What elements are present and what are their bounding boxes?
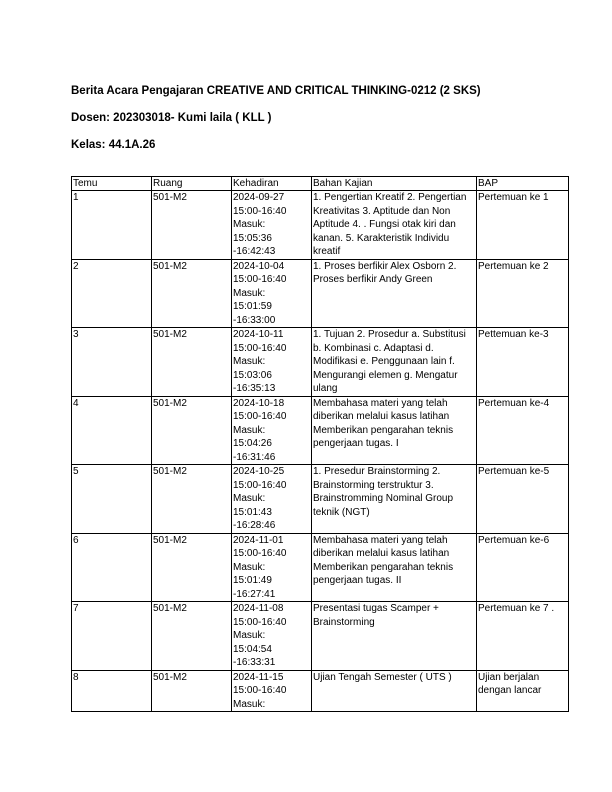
cell-temu: 7 xyxy=(72,602,152,671)
cell-ruang: 501-M2 xyxy=(152,328,232,397)
kehadiran-line: -16:27:41 xyxy=(233,588,276,600)
column-header-bahan-kajian: Bahan Kajian xyxy=(312,177,477,191)
cell-ruang: 501-M2 xyxy=(152,259,232,328)
kehadiran-line: 2024-10-04 xyxy=(233,260,285,272)
kehadiran-line: 2024-11-01 xyxy=(233,534,284,546)
cell-bap: Pertemuan ke 2 xyxy=(477,259,569,328)
cell-bahan-kajian: 1. Presedur Brainstorming 2. Brainstorming terstruktur 3. Brainstromming Nominal Group teknik (NGT) xyxy=(312,465,477,534)
cell-temu: 2 xyxy=(72,259,152,328)
cell-bap: Ujian berjalan dengan lancar xyxy=(477,670,569,712)
kehadiran-line: 15:00-16:40 xyxy=(233,342,287,354)
cell-bahan-kajian: 1. Pengertian Kreatif 2. Pengertian Kreativitas 3. Aptitude dan Non Aptitude 4. . Fungsi otak kiri dan kanan. 5. Karakteristik Individu kreatif xyxy=(312,191,477,260)
cell-kehadiran xyxy=(232,465,312,534)
cell-kehadiran xyxy=(232,396,312,465)
cell-bahan-kajian: Ujian Tengah Semester ( UTS ) xyxy=(312,670,477,712)
cell-ruang: 501-M2 xyxy=(152,396,232,465)
kehadiran-line: -16:33:31 xyxy=(233,657,276,668)
column-header-ruang: Ruang xyxy=(152,177,232,191)
cell-bap: Pettemuan ke-3 xyxy=(477,328,569,397)
kehadiran-line: 2024-10-18 xyxy=(233,397,285,409)
cell-ruang: 501-M2 xyxy=(152,670,232,712)
kehadiran-line: 15:05:36 xyxy=(233,232,272,244)
cell-bahan-kajian: 1. Proses berfikir Alex Osborn 2. Proses berfikir Andy Green xyxy=(312,259,477,328)
kehadiran-line: 2024-11-08 xyxy=(233,603,284,614)
table-row xyxy=(72,259,569,328)
cell-temu: 5 xyxy=(72,465,152,534)
kehadiran-line: 15:01:43 xyxy=(233,506,272,518)
kehadiran-line: 15:00-16:40 xyxy=(233,205,287,217)
kehadiran-line: -16:42:43 xyxy=(233,246,276,257)
table-row xyxy=(72,396,569,465)
kehadiran-line: Masuk: xyxy=(233,630,266,641)
kehadiran-line: 2024-10-25 xyxy=(233,466,285,477)
kehadiran-line: 15:00-16:40 xyxy=(233,685,287,696)
cell-bap: Pertemuan ke 1 xyxy=(477,191,569,260)
kehadiran-line: 15:00-16:40 xyxy=(233,274,287,285)
kehadiran-line: 15:04:54 xyxy=(233,643,272,655)
kehadiran-line: 15:01:59 xyxy=(233,301,272,312)
kehadiran-line: Masuk: xyxy=(233,698,266,710)
kehadiran-line: Masuk: xyxy=(233,356,266,367)
column-header-temu: Temu xyxy=(72,177,152,191)
teaching-record-table xyxy=(71,176,569,712)
cell-bahan-kajian: 1. Tujuan 2. Prosedur a. Substitusi b. Kombinasi c. Adaptasi d. Modifikasi e. Penggunaan lain f. Mengurangi elemen g. Mengatur ulang xyxy=(312,328,477,397)
cell-bahan-kajian: Membahasa materi yang telah diberikan melalui kasus latihan Memberikan pengarahan teknis pengerjaan tugas. II xyxy=(312,533,477,602)
cell-kehadiran xyxy=(232,328,312,397)
kehadiran-line: 15:03:06 xyxy=(233,369,272,381)
table-header-row xyxy=(72,177,569,191)
cell-bap: Pertemuan ke-5 xyxy=(477,465,569,534)
cell-kehadiran xyxy=(232,670,312,712)
cell-kehadiran xyxy=(232,259,312,328)
cell-bap: Pertemuan ke 7 . xyxy=(477,602,569,671)
cell-ruang: 501-M2 xyxy=(152,191,232,260)
cell-ruang: 501-M2 xyxy=(152,465,232,534)
table-row xyxy=(72,328,569,397)
table-row xyxy=(72,670,569,712)
table-row xyxy=(72,191,569,260)
kehadiran-line: Masuk: xyxy=(233,561,266,573)
kehadiran-line: Masuk: xyxy=(233,493,266,504)
kehadiran-line: -16:33:00 xyxy=(233,314,276,326)
kehadiran-line: 15:00-16:40 xyxy=(233,548,287,559)
kehadiran-line: Masuk: xyxy=(233,219,266,230)
cell-bap: Pertemuan ke-4 xyxy=(477,396,569,465)
document-title: Berita Acara Pengajaran CREATIVE AND CRITICAL THINKING-0212 (2 SKS) xyxy=(71,85,481,97)
table-row xyxy=(72,465,569,534)
cell-kehadiran xyxy=(232,533,312,602)
cell-temu: 4 xyxy=(72,396,152,465)
table-row xyxy=(72,533,569,602)
kehadiran-line: 15:00-16:40 xyxy=(233,616,287,628)
class-line: Kelas: 44.1A.26 xyxy=(71,139,156,151)
lecturer-line: Dosen: 202303018- Kumi laila ( KLL ) xyxy=(71,112,272,124)
kehadiran-line: 15:00-16:40 xyxy=(233,411,287,422)
kehadiran-line: 2024-11-15 xyxy=(233,671,284,683)
kehadiran-line: 15:01:49 xyxy=(233,575,272,586)
kehadiran-line: Masuk: xyxy=(233,287,266,299)
table-body xyxy=(72,191,569,712)
cell-kehadiran xyxy=(232,602,312,671)
cell-ruang: 501-M2 xyxy=(152,533,232,602)
column-header-kehadiran: Kehadiran xyxy=(232,177,312,191)
kehadiran-line: 2024-09-27 xyxy=(233,192,285,203)
cell-temu: 6 xyxy=(72,533,152,602)
cell-temu: 1 xyxy=(72,191,152,260)
kehadiran-line: 15:00-16:40 xyxy=(233,479,287,491)
cell-bahan-kajian: Presentasi tugas Scamper + Brainstorming xyxy=(312,602,477,671)
kehadiran-line: 2024-10-11 xyxy=(233,329,284,340)
cell-temu: 3 xyxy=(72,328,152,397)
kehadiran-line: -16:31:46 xyxy=(233,451,276,463)
column-header-bap: BAP xyxy=(477,177,569,191)
table-row xyxy=(72,602,569,671)
cell-kehadiran xyxy=(232,191,312,260)
kehadiran-line: Masuk: xyxy=(233,424,266,436)
kehadiran-line: -16:35:13 xyxy=(233,383,276,394)
cell-bahan-kajian: Membahasa materi yang telah diberikan melalui kasus latihan Memberikan pengarahan teknis pengerjaan tugas. I xyxy=(312,396,477,465)
cell-temu: 8 xyxy=(72,670,152,712)
kehadiran-line: -16:28:46 xyxy=(233,520,276,531)
cell-bap: Pertemuan ke-6 xyxy=(477,533,569,602)
kehadiran-line: 15:04:26 xyxy=(233,438,272,449)
cell-ruang: 501-M2 xyxy=(152,602,232,671)
